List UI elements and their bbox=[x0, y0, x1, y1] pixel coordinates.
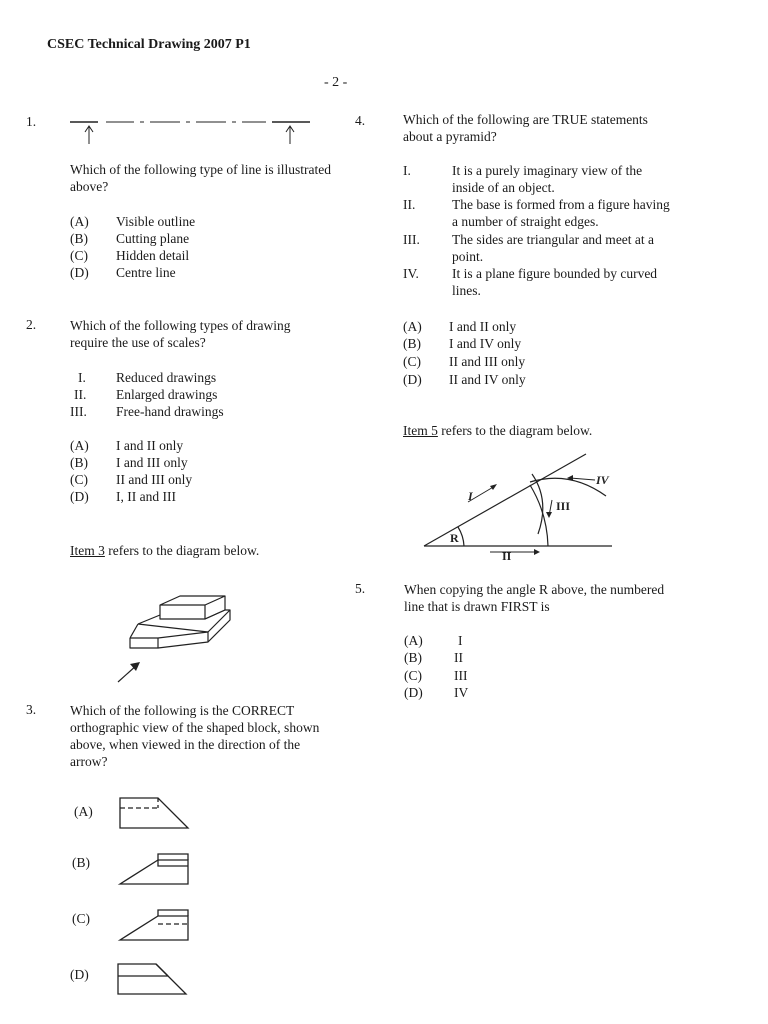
q4-option-c[interactable]: (C) II and III only bbox=[403, 354, 526, 369]
item-3-reference: Item 3 refers to the diagram below. bbox=[70, 543, 260, 558]
q3-option-d-view bbox=[116, 962, 196, 1002]
q4-option-a[interactable]: (A) I and II only bbox=[403, 319, 517, 334]
q3-option-c[interactable]: (C) bbox=[72, 911, 90, 926]
angle-r-diagram bbox=[420, 450, 650, 565]
item-5-reference: Item 5 refers to the diagram below. bbox=[403, 423, 593, 438]
q1-option-a[interactable]: (A) Visible outline bbox=[70, 214, 196, 229]
q3-option-b[interactable]: (B) bbox=[72, 855, 90, 870]
q2-option-b[interactable]: (B) I and III only bbox=[70, 455, 188, 470]
q4-statement-4: IV. It is a plane figure bounded by curved lines. bbox=[403, 266, 658, 298]
question-5-number: 5. bbox=[355, 581, 366, 596]
q4-option-b[interactable]: (B) I and IV only bbox=[403, 336, 522, 351]
q5-option-a[interactable]: (A) I bbox=[404, 633, 463, 648]
cutting-plane-line-figure bbox=[70, 118, 320, 148]
diagram-label-iii: III bbox=[556, 499, 571, 513]
document-title: CSEC Technical Drawing 2007 P1 bbox=[47, 37, 251, 52]
question-2-number: 2. bbox=[26, 317, 37, 332]
diagram-label-r: R bbox=[450, 531, 459, 545]
q4-option-d[interactable]: (D) II and IV only bbox=[403, 372, 526, 387]
page-number: - 2 - bbox=[324, 75, 348, 90]
q2-item-2: II. Enlarged drawings bbox=[74, 387, 218, 402]
q5-option-c[interactable]: (C) III bbox=[404, 668, 468, 683]
question-4-number: 4. bbox=[355, 113, 366, 128]
q5-option-d[interactable]: (D) IV bbox=[404, 685, 469, 700]
q2-item-1: I. Reduced drawings bbox=[78, 370, 217, 385]
q3-option-d[interactable]: (D) bbox=[70, 967, 89, 982]
q3-option-a[interactable]: (A) bbox=[74, 804, 93, 819]
diagram-label-i: I bbox=[468, 489, 473, 503]
q5-option-b[interactable]: (B) II bbox=[404, 650, 463, 665]
diagram-label-ii: II bbox=[502, 549, 512, 563]
q4-statement-3: III. The sides are triangular and meet at a point. bbox=[403, 232, 655, 264]
q3-option-b-view bbox=[118, 852, 193, 892]
question-2-text: Which of the following types of drawing require the use of scales? bbox=[70, 318, 291, 350]
question-1-text: Which of the following type of line is illustrated above? bbox=[70, 162, 331, 194]
question-5-text: When copying the angle R above, the numbered line that is drawn FIRST is bbox=[404, 582, 665, 614]
q1-option-b[interactable]: (B) Cutting plane bbox=[70, 231, 190, 246]
question-1-number: 1. bbox=[26, 114, 37, 129]
question-4-text: Which of the following are TRUE statements about a pyramid? bbox=[403, 112, 648, 144]
q2-option-a[interactable]: (A) I and II only bbox=[70, 438, 184, 453]
q1-option-d[interactable]: (D) Centre line bbox=[70, 265, 176, 280]
q3-option-c-view bbox=[118, 908, 193, 948]
q2-item-3: III. Free-hand drawings bbox=[70, 404, 224, 419]
diagram-label-iv: IV bbox=[596, 473, 609, 487]
shaped-block-figure bbox=[110, 590, 260, 685]
q2-option-c[interactable]: (C) II and III only bbox=[70, 472, 193, 487]
q4-statement-2: II. The base is formed from a figure having a number of straight edges. bbox=[403, 197, 670, 229]
q3-option-a-view bbox=[118, 796, 193, 836]
question-3-text: Which of the following is the CORRECT orthographic view of the shaped block, shown above, when viewed in the direction of the arrow? bbox=[70, 703, 320, 769]
q4-statement-1: I. It is a purely imaginary view of the inside of an object. bbox=[403, 163, 643, 195]
question-3-number: 3. bbox=[26, 702, 37, 717]
q1-option-c[interactable]: (C) Hidden detail bbox=[70, 248, 190, 263]
q2-option-d[interactable]: (D) I, II and III bbox=[70, 489, 176, 504]
